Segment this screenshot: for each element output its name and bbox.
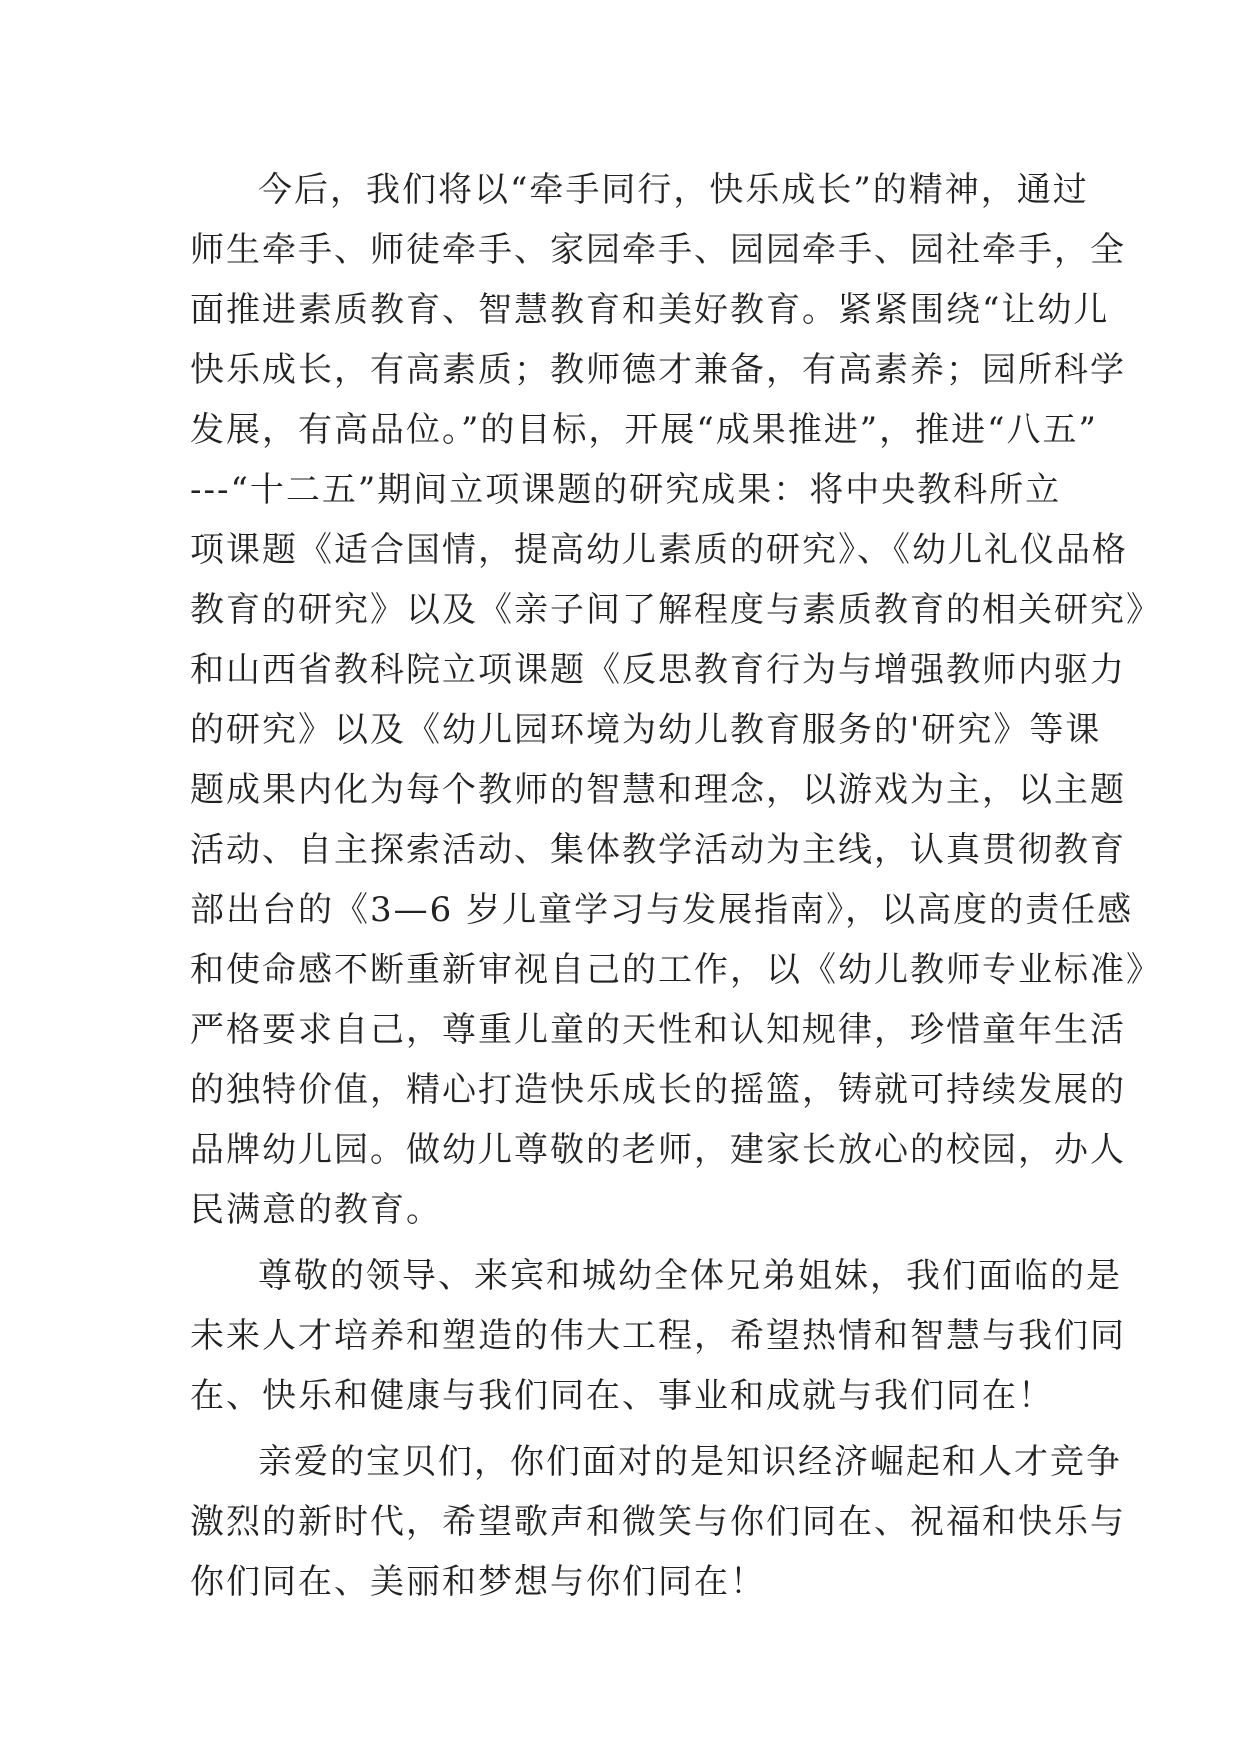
- text-line: 活动、自主探索活动、集体教学活动为主线，认真贯彻教育: [190, 830, 1126, 870]
- text-line: 在、快乐和健康与我们同在、事业和成就与我们同在！: [190, 1376, 1054, 1416]
- text-line: 部出台的《3—6 岁儿童学习与发展指南》，以高度的责任感: [190, 890, 1134, 930]
- text-line: 的研究》以及《幼儿园环境为幼儿教育服务的'研究》等课: [190, 710, 1102, 750]
- text-line: 发展，有高品位。”的目标，开展“成果推进”，推进“八五”: [190, 410, 1098, 450]
- text-line: 教育的研究》以及《亲子间了解程度与素质教育的相关研究》: [190, 590, 1162, 630]
- text-line: 亲爱的宝贝们，你们面对的是知识经济崛起和人才竞争: [258, 1442, 1122, 1482]
- text-line: 题成果内化为每个教师的智慧和理念，以游戏为主，以主题: [190, 770, 1126, 810]
- text-line: 民满意的教育。: [190, 1190, 442, 1230]
- text-line: 的独特价值，精心打造快乐成长的摇篮，铸就可持续发展的: [190, 1070, 1126, 1110]
- text-line: 严格要求自己，尊重儿童的天性和认知规律，珍惜童年生活: [190, 1010, 1126, 1050]
- text-line: 你们同在、美丽和梦想与你们同在！: [190, 1562, 766, 1602]
- text-line: 面推进素质教育、智慧教育和美好教育。紧紧围绕“让幼儿: [190, 290, 1110, 330]
- text-line: 品牌幼儿园。做幼儿尊敬的老师，建家长放心的校园，办人: [190, 1130, 1126, 1170]
- text-line: 师生牵手、师徒牵手、家园牵手、园园牵手、园社牵手，全: [190, 230, 1126, 270]
- paragraph-2: [190, 1246, 1126, 1426]
- text-line: 项课题《适合国情，提高幼儿素质的研究》、《幼儿礼仪品格: [190, 530, 1128, 570]
- text-line: 和山西省教科院立项课题《反思教育行为与增强教师内驱力: [190, 650, 1126, 690]
- text-line: 激烈的新时代，希望歌声和微笑与你们同在、祝福和快乐与: [190, 1502, 1126, 1542]
- text-line: 尊敬的领导、来宾和城幼全体兄弟姐妹，我们面临的是: [258, 1256, 1122, 1296]
- paragraph-3: [190, 1432, 1126, 1612]
- text-line: 今后，我们将以“牵手同行，快乐成长”的精神，通过: [258, 170, 1089, 210]
- text-line: ---“十二五”期间立项课题的研究成果：将中央教科所立: [190, 470, 1062, 510]
- text-line: 快乐成长，有高素质；教师德才兼备，有高素养；园所科学: [190, 350, 1126, 390]
- paragraph-1: [190, 160, 1162, 1240]
- text-line: 未来人才培养和塑造的伟大工程，希望热情和智慧与我们同: [190, 1316, 1126, 1356]
- document-body: [190, 160, 1162, 1612]
- text-line: 和使命感不断重新审视自己的工作，以《幼儿教师专业标准》: [190, 950, 1162, 990]
